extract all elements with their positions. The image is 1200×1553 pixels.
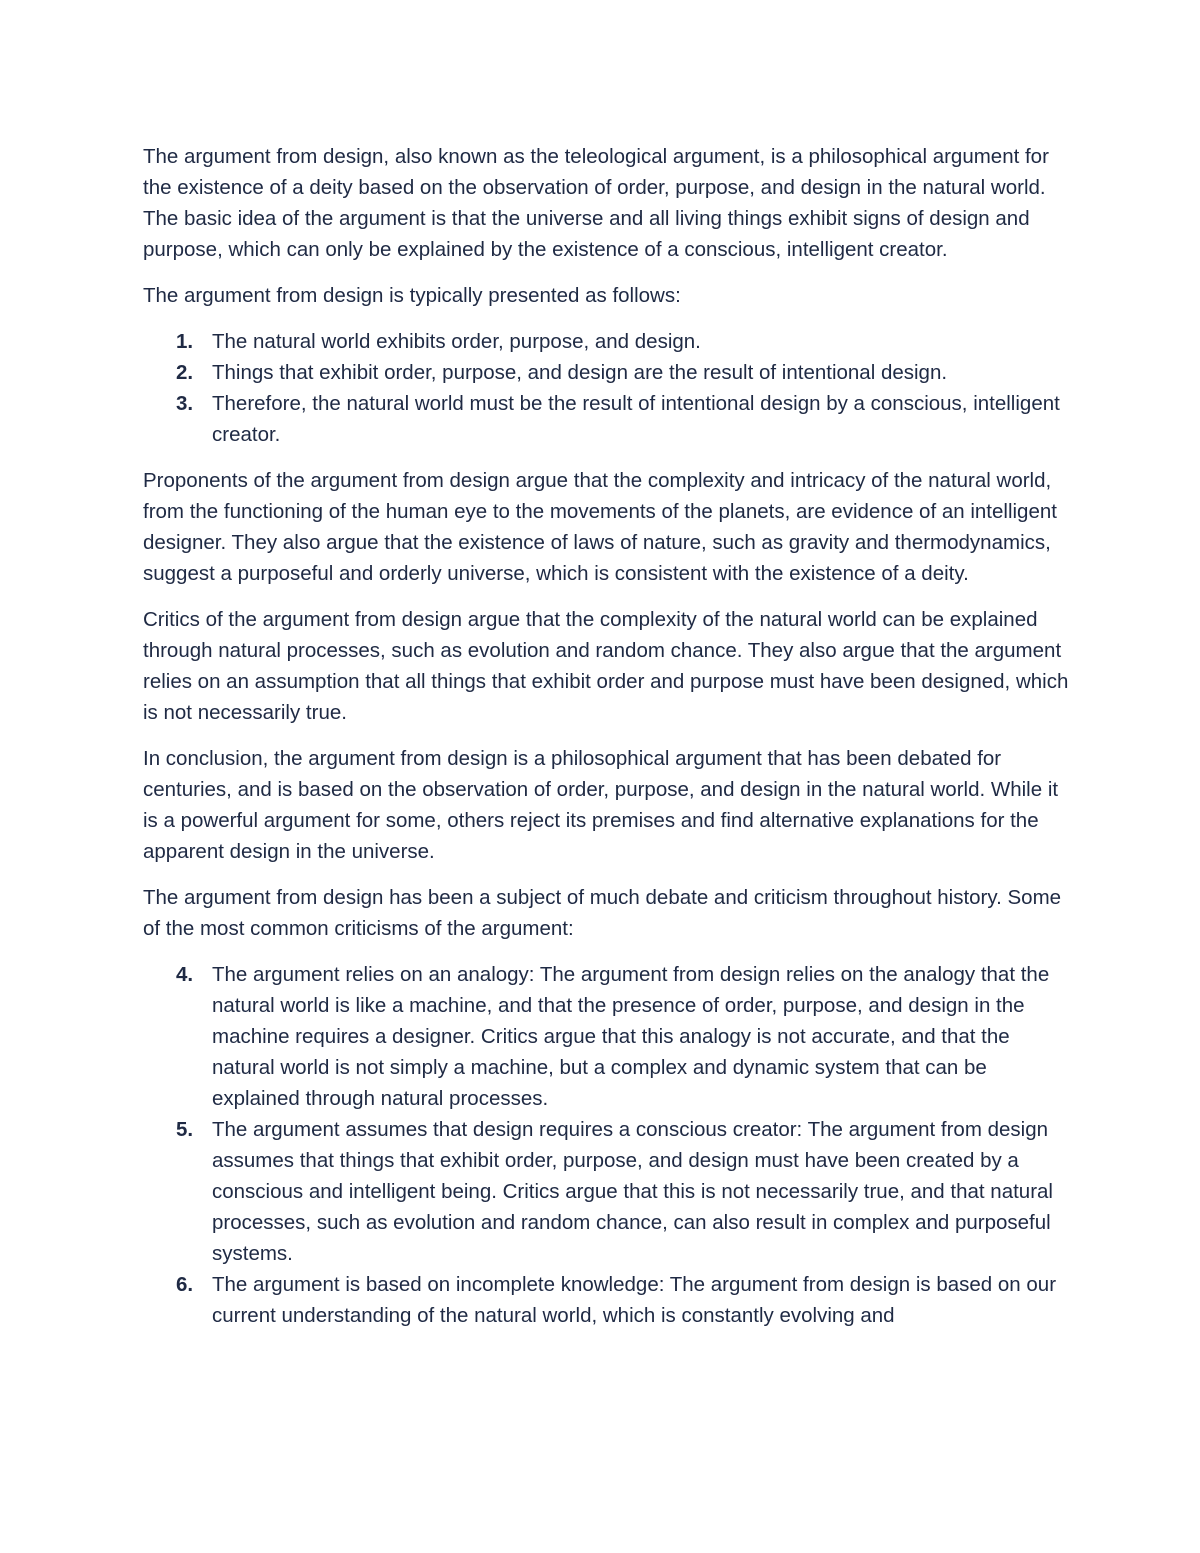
list-item: [143, 388, 1073, 450]
list-intro-paragraph: The argument from design is typically presented as follows:: [143, 284, 681, 307]
list-number: 1.: [176, 330, 194, 353]
list-item-text: Therefore, the natural world must be the result of intentional design by a conscious, intelligent creator.: [212, 392, 1060, 446]
proponents-paragraph: Proponents of the argument from design argue that the complexity and intricacy of the natural world, from the functioning of the human eye to the movements of the planets, are evidence of an intelligent designer. They also argue that the existence of laws of nature, such as gravity and thermodynamics, suggest a purposeful and orderly universe, which is consistent with the existence of a deity.: [143, 469, 1057, 585]
list-item: [143, 357, 1073, 388]
list-item: [143, 959, 1073, 1114]
list-item-text: The argument relies on an analogy: The argument from design relies on the analogy that the natural world is like a machine, and that the presence of order, purpose, and design in the machine requires a designer. Critics argue that this analogy is not accurate, and that the natural world is not simply a machine, but a complex and dynamic system that can be explained through natural processes.: [212, 963, 1050, 1110]
list-number: 4.: [176, 963, 194, 986]
critics-paragraph: Critics of the argument from design argue that the complexity of the natural world can be explained through natural processes, such as evolution and random chance. They also argue that the argument relies on an assumption that all things that exhibit order and purpose must have been designed, which is not necessarily true.: [143, 608, 1069, 724]
list-number: 6.: [176, 1273, 194, 1296]
list-item-text: The natural world exhibits order, purpose, and design.: [212, 330, 701, 353]
list-item: [143, 326, 1073, 357]
conclusion-paragraph: In conclusion, the argument from design is a philosophical argument that has been debated for centuries, and is based on the observation of order, purpose, and design in the natural world. While it is a powerful argument for some, others reject its premises and find alternative explanations for the apparent design in the universe.: [143, 747, 1059, 863]
document-page: [143, 141, 1073, 1346]
list-number: 5.: [176, 1118, 194, 1141]
argument-steps-list: [143, 326, 1073, 450]
list-number: 3.: [176, 392, 194, 415]
list-item-text: The argument is based on incomplete knowledge: The argument from design is based on our current understanding of the natural world, which is constantly evolving and: [212, 1273, 1057, 1327]
criticisms-list: [143, 959, 1073, 1331]
list-item-text: Things that exhibit order, purpose, and design are the result of intentional design.: [212, 361, 948, 384]
list-item: [143, 1114, 1073, 1269]
list-item: [143, 1269, 1073, 1331]
list-number: 2.: [176, 361, 194, 384]
criticisms-intro-paragraph: The argument from design has been a subject of much debate and criticism throughout history. Some of the most common criticisms of the argument:: [143, 886, 1062, 940]
list-item-text: The argument assumes that design requires a conscious creator: The argument from design assumes that things that exhibit order, purpose, and design must have been created by a conscious and intelligent being. Critics argue that this is not necessarily true, and that natural processes, such as evolution and random chance, can also result in complex and purposeful systems.: [212, 1118, 1053, 1265]
intro-paragraph: The argument from design, also known as the teleological argument, is a philosophical argument for the existence of a deity based on the observation of order, purpose, and design in the natural world. The basic idea of the argument is that the universe and all living things exhibit signs of design and purpose, which can only be explained by the existence of a conscious, intelligent creator.: [143, 145, 1049, 261]
